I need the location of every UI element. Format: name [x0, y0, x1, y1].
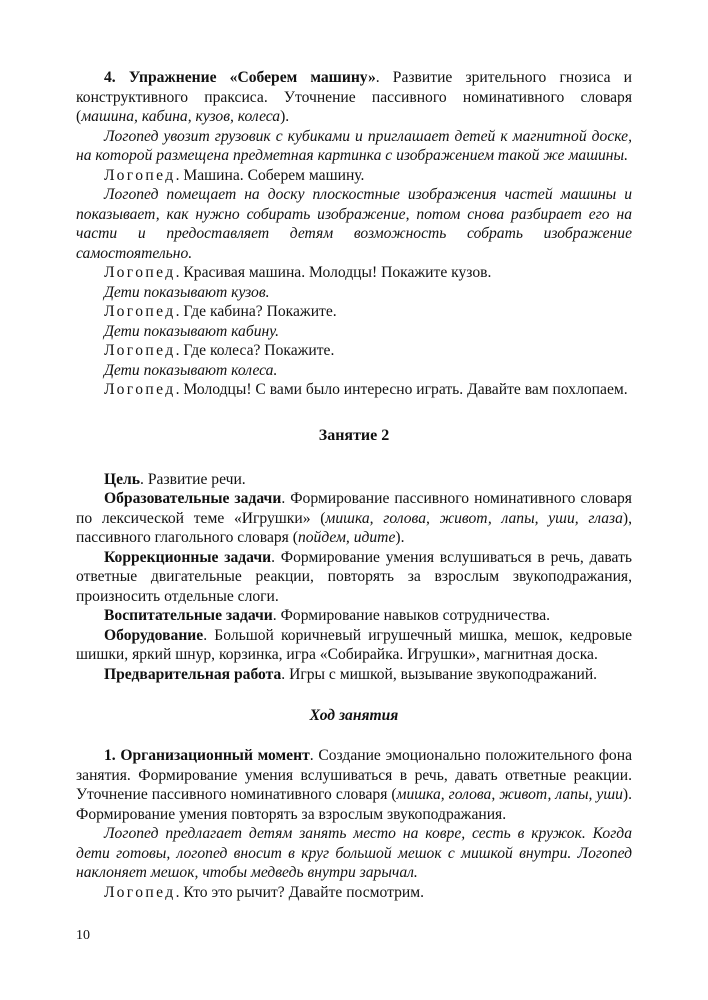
- educational-tasks-words: мишка, голова, живот, лапы, уши, глаза: [325, 509, 623, 527]
- dialogue-text: . Машина. Соберем машину.: [175, 166, 365, 184]
- educational-tasks-paragraph: [76, 489, 632, 548]
- organizational-moment-label: 1. Организационный момент: [104, 747, 310, 764]
- equipment-paragraph: [76, 626, 632, 665]
- correction-tasks-text: . Формирование умения вслушиваться в речь, давать ответные двигательные реакции, повторять за взрослым звукоподражания, произносить отдельные слоги.: [76, 548, 632, 605]
- speaker-label: Логопед: [104, 166, 176, 184]
- educational-tasks-verbs: пойдем, идите: [297, 529, 396, 546]
- preliminary-work-paragraph: [76, 665, 632, 685]
- organizational-moment-words: мишка, голова, живот, лапы, уши: [396, 786, 623, 803]
- correction-tasks-label: Коррекционные задачи: [104, 548, 272, 566]
- stage-direction: Дети показывают колеса.: [104, 361, 278, 379]
- speaker-label: Логопед: [104, 342, 176, 359]
- speaker-label: Логопед: [104, 264, 176, 281]
- dialogue-line: [76, 380, 632, 400]
- dialogue-line: [76, 883, 632, 903]
- exercise-4-end: ).: [280, 108, 290, 125]
- exercise-4-words: машина, кабина, кузов, колеса: [81, 108, 281, 125]
- educational-tasks-text: . Формирование пассивного номинативного словаря по лексической теме «Игрушки» (: [76, 490, 632, 527]
- dialogue-line: [76, 302, 632, 322]
- subsection-heading: Ход занятия: [309, 707, 399, 724]
- exercise-4-text: . Развитие зрительного гнозиса и конструктивного праксиса. Уточнение пассивного номинативного словаря (: [76, 69, 632, 125]
- dialogue-text: . Где кабина? Покажите.: [175, 303, 337, 320]
- upbringing-tasks-paragraph: [76, 606, 632, 626]
- goal-label: Цель: [104, 470, 141, 488]
- stage-direction: Дети показывают кабину.: [104, 322, 280, 340]
- speaker-label: Логопед: [104, 381, 176, 398]
- correction-tasks-paragraph: [76, 548, 632, 607]
- speaker-label: Логопед: [104, 303, 176, 320]
- dialogue-text: . Где колеса? Покажите.: [175, 342, 335, 359]
- upbringing-tasks-label: Воспитательные задачи: [104, 607, 273, 624]
- dialogue-line: [76, 263, 632, 283]
- speaker-label: Логопед: [104, 883, 176, 901]
- preliminary-work-label: Предварительная работа: [104, 665, 282, 683]
- page-content: [76, 68, 632, 902]
- dialogue-line: [76, 341, 632, 361]
- organizational-moment-paragraph: [76, 746, 632, 824]
- organizational-moment-text-end: ). Формирование умения повторять за взрослым звукоподражания.: [76, 786, 632, 823]
- equipment-label: Оборудование: [104, 626, 204, 644]
- dialogue-text: . Кто это рычит? Давайте посмотрим.: [175, 883, 425, 901]
- organizational-moment-text: . Создание эмоционально положительного фона занятия. Формирование умения вслушиваться в речь, давать ответные реакции. Уточнение пассивного номинативного словаря (: [76, 747, 632, 803]
- page-number: 10: [76, 928, 90, 943]
- exercise-4-paragraph: [76, 68, 632, 127]
- goal-text: . Развитие речи.: [140, 470, 246, 488]
- educational-tasks-label: Образовательные задачи: [104, 490, 282, 507]
- goal-paragraph: [76, 470, 632, 490]
- dialogue-line: [76, 166, 632, 186]
- stage-direction: Логопед предлагает детям занять место на ковре, сесть в кружок. Когда дети готовы, логопед вносит в круг большой мешок с мишкой внутри. Логопед наклоняет мешок, чтобы медведь внутри зарычал.: [76, 825, 632, 881]
- preliminary-work-text: . Игры с мишкой, вызывание звукоподражаний.: [281, 665, 598, 683]
- dialogue-text: . Красивая машина. Молодцы! Покажите кузов.: [175, 264, 492, 281]
- exercise-4-title: 4. Упражнение «Соберем машину»: [104, 69, 376, 86]
- upbringing-tasks-text: . Формирование навыков сотрудничества.: [272, 607, 551, 624]
- dialogue-text: . Молодцы! С вами было интересно играть. Давайте вам похлопаем.: [175, 381, 628, 398]
- educational-tasks-text: ), пассивного глагольного словаря (: [76, 509, 632, 546]
- educational-tasks-end: ).: [395, 529, 405, 546]
- stage-direction: Логопед увозит грузовик с кубиками и приглашает детей к магнитной доске, на которой размещена предметная картинка с изображением такой же машины.: [76, 127, 632, 164]
- stage-direction: Логопед помещает на доску плоскостные изображения частей машины и показывает, как нужно собирать изображение, потом снова разбирает его на части и предоставляет детям возможность собрать изображение самостоятельно.: [76, 186, 632, 262]
- equipment-text: . Большой коричневый игрушечный мишка, мешок, кедровые шишки, яркий шнур, корзинка, игра «Собирайка. Игрушки», магнитная доска.: [76, 626, 632, 663]
- stage-direction: Дети показывают кузов.: [104, 283, 270, 301]
- section-heading: Занятие 2: [318, 426, 390, 444]
